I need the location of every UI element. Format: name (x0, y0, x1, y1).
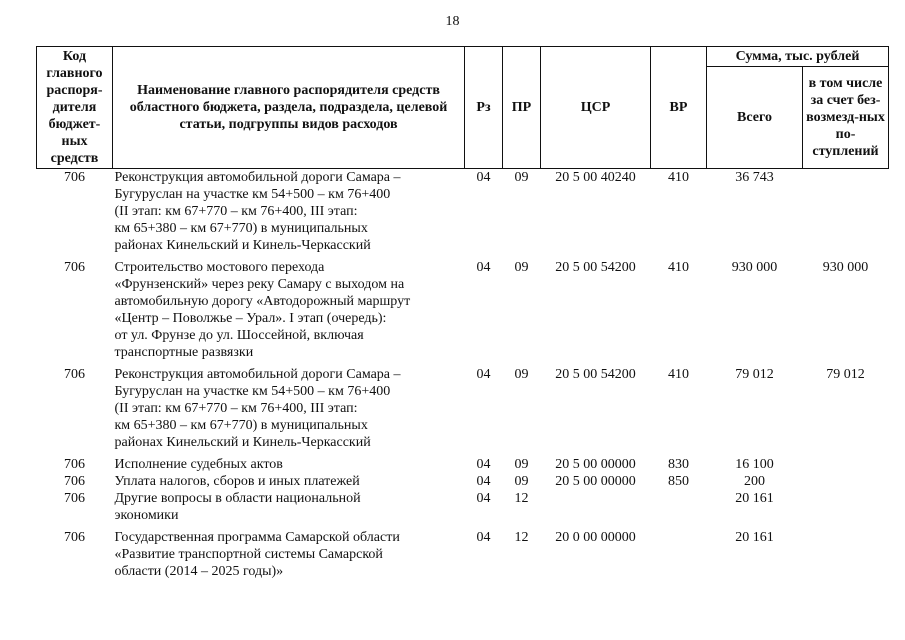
cell-pr: 12 (514, 530, 529, 545)
header-pr: ПР (503, 47, 541, 169)
header-rz: Рз (465, 47, 503, 169)
cell-gratis (803, 529, 889, 585)
table-row (37, 529, 889, 585)
cell-code: 706 (64, 170, 85, 185)
header-name: Наименование главного распорядителя средств областного бюджета, раздела, подраздела, целевой статьи, подгруппы видов расходов (113, 47, 465, 169)
cell-total: 20 161 (735, 491, 774, 506)
table-row (37, 490, 889, 529)
cell-gratis (803, 473, 889, 490)
cell-pr: 09 (514, 367, 529, 382)
cell-pr: 09 (514, 474, 529, 489)
table-row (37, 456, 889, 473)
cell-vr: 410 (668, 170, 689, 185)
cell-name: Государственная программа Самарской области «Развитие транспортной системы Самарской области (2014 – 2025 годы)» (114, 530, 400, 579)
cell-pr: 09 (514, 260, 529, 275)
cell-gratis (803, 456, 889, 473)
table-row (37, 473, 889, 490)
table-row (37, 366, 889, 456)
header-csr: ЦСР (541, 47, 651, 169)
table-header (37, 47, 889, 169)
cell-name: Уплата налогов, сборов и иных платежей (114, 474, 360, 489)
cell-total: 36 743 (735, 170, 774, 185)
cell-csr: 20 5 00 00000 (555, 457, 636, 472)
cell-code: 706 (64, 367, 85, 382)
cell-csr: 20 5 00 54200 (555, 260, 636, 275)
cell-total: 20 161 (735, 530, 774, 545)
cell-vr: 850 (668, 474, 689, 489)
cell-gratis (803, 490, 889, 529)
header-code: Код главного распоря-дителя бюджет-ных средств (37, 47, 113, 169)
cell-name: Исполнение судебных актов (114, 457, 283, 472)
cell-code: 706 (64, 491, 85, 506)
cell-rz: 04 (476, 530, 491, 545)
budget-table (36, 46, 889, 585)
cell-vr (651, 490, 707, 529)
cell-vr: 410 (668, 260, 689, 275)
cell-total: 79 012 (735, 367, 774, 382)
cell-name: Строительство мостового перехода «Фрунзенский» через реку Самару с выходом на автомобильную дорогу «Автодорожный маршрут «Центр – Поволжье – Урал». I этап (очередь): от ул. Фрунзе до ул. Шоссейной, включая транспортные развязки (114, 260, 411, 360)
header-sum-group: Сумма, тыс. рублей (707, 47, 889, 67)
page-number: 18 (445, 14, 460, 29)
cell-total: 930 000 (731, 260, 778, 275)
table-row (37, 169, 889, 260)
table-row (37, 259, 889, 366)
cell-pr: 12 (514, 491, 529, 506)
cell-gratis: 930 000 (822, 260, 869, 275)
cell-total: 16 100 (735, 457, 774, 472)
cell-csr (541, 490, 651, 529)
cell-csr: 20 5 00 40240 (555, 170, 636, 185)
cell-rz: 04 (476, 491, 491, 506)
cell-code: 706 (64, 457, 85, 472)
cell-code: 706 (64, 474, 85, 489)
cell-gratis: 79 012 (826, 367, 865, 382)
table-body (37, 169, 889, 586)
cell-code: 706 (64, 260, 85, 275)
cell-csr: 20 5 00 54200 (555, 367, 636, 382)
cell-name: Другие вопросы в области национальной экономики (114, 491, 361, 523)
cell-csr: 20 5 00 00000 (555, 474, 636, 489)
cell-pr: 09 (514, 170, 529, 185)
cell-total: 200 (744, 474, 765, 489)
header-total: Всего (707, 67, 803, 169)
header-gratis: в том числе за счет без-возмезд-ных по-ступлений (803, 67, 889, 169)
cell-name: Реконструкция автомобильной дороги Самара – Бугуруслан на участке км 54+500 – км 76+400 (II этап: км 67+770 – км 76+400, III этап: км 65+380 – км 67+770) в муниципальных районах Кинельский и Кинель-Черкасский (114, 170, 401, 253)
cell-gratis (803, 169, 889, 260)
cell-rz: 04 (476, 367, 491, 382)
cell-code: 706 (64, 530, 85, 545)
cell-vr: 410 (668, 367, 689, 382)
cell-rz: 04 (476, 260, 491, 275)
cell-vr: 830 (668, 457, 689, 472)
cell-pr: 09 (514, 457, 529, 472)
cell-vr (651, 529, 707, 585)
cell-rz: 04 (476, 457, 491, 472)
cell-rz: 04 (476, 474, 491, 489)
header-vr: ВР (651, 47, 707, 169)
cell-name: Реконструкция автомобильной дороги Самара – Бугуруслан на участке км 54+500 – км 76+400 (II этап: км 67+770 – км 76+400, III этап: км 65+380 – км 67+770) в муниципальных районах Кинельский и Кинель-Черкасский (114, 367, 401, 450)
cell-rz: 04 (476, 170, 491, 185)
cell-csr: 20 0 00 00000 (555, 530, 636, 545)
